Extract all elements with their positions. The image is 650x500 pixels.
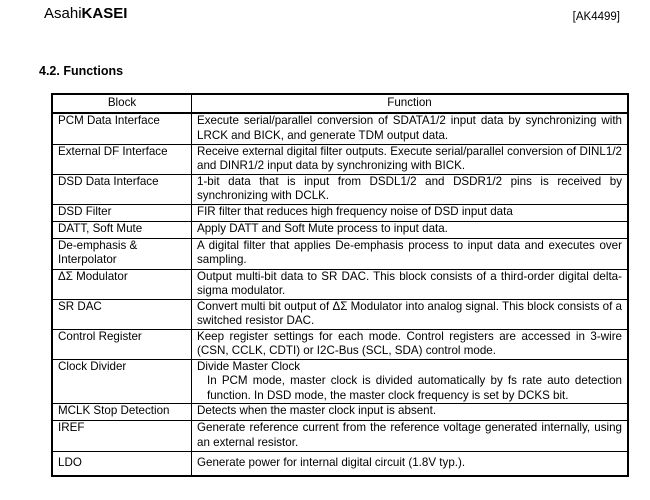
table-row [52,452,628,476]
block-cell: IREF [52,421,192,452]
block-cell [52,238,192,269]
table-row [52,144,628,174]
block-cell: PCM Data Interface [52,113,192,144]
column-header-block: Block [52,94,192,113]
function-cell: 1-bit data that is input from DSDL1/2 and DSDR1/2 pins is received by synchronizing with DCLK. [192,174,629,204]
table-row [52,221,628,238]
function-cell: Apply DATT and Soft Mute process to input data. [192,221,629,238]
function-cell [192,359,629,404]
block-cell: DSD Data Interface [52,174,192,204]
table-row [52,174,628,204]
table-row [52,269,628,299]
table-row [52,404,628,421]
document-id: [AK4499] [572,11,620,23]
functions-table [51,93,629,477]
function-cell: Output multi-bit data to SR DAC. This block consists of a third-order digital delta-sigma modulator. [192,269,629,299]
block-cell-line: De-emphasis & [58,238,138,252]
block-cell: MCLK Stop Detection [52,404,192,421]
table-row [52,421,628,452]
function-cell-indented-text: In PCM mode, master clock is divided automatically by fs rate auto detection function. In DSD mode, the master clock frequency is set by DCKS bit. [207,374,622,402]
table-row [52,359,628,404]
block-cell: SR DAC [52,299,192,329]
table-row [52,238,628,269]
function-cell: Keep register settings for each mode. Control registers are accessed in 3-wire (CSN, CCLK, CDTI) or I2C-Bus (SCL, SDA) control mode. [192,329,629,359]
column-header-function: Function [192,94,629,113]
section-title: 4.2. Functions [39,64,124,78]
block-cell: DSD Filter [52,204,192,221]
function-cell: Convert multi bit output of ΔΣ Modulator into analog signal. This block consists of a switched resistor DAC. [192,299,629,329]
function-cell: Detects when the master clock input is absent. [192,404,629,421]
asahi-kasei-logo [44,5,127,22]
block-cell: External DF Interface [52,144,192,174]
logo-prefix: Asahi [44,5,82,22]
block-cell: ΔΣ Modulator [52,269,192,299]
function-cell: Generate power for internal digital circuit (1.8V typ.). [192,452,629,476]
table-row [52,204,628,221]
function-cell: Receive external digital filter outputs. Execute serial/parallel conversion of DINL1/2 and DINR1/2 input data by synchronizing with BICK. [192,144,629,174]
table-row [52,113,628,144]
table-row [52,299,628,329]
block-cell: Control Register [52,329,192,359]
table-row [52,329,628,359]
block-cell: LDO [52,452,192,476]
function-cell-line: Divide Master Clock [197,359,301,373]
function-cell: FIR filter that reduces high frequency noise of DSD input data [192,204,629,221]
table-header-row [52,94,628,113]
function-cell: Execute serial/parallel conversion of SDATA1/2 input data by synchronizing with LRCK and BICK, and generate TDM output data. [192,113,629,144]
logo-brand: KASEI [81,5,128,22]
block-cell: Clock Divider [52,359,192,404]
block-cell: DATT, Soft Mute [52,221,192,238]
function-cell: A digital filter that applies De-emphasis process to input data and executes over sampling. [192,238,629,269]
block-cell-line: Interpolator [58,253,117,266]
function-cell: Generate reference current from the reference voltage generated internally, using an external resistor. [192,421,629,452]
